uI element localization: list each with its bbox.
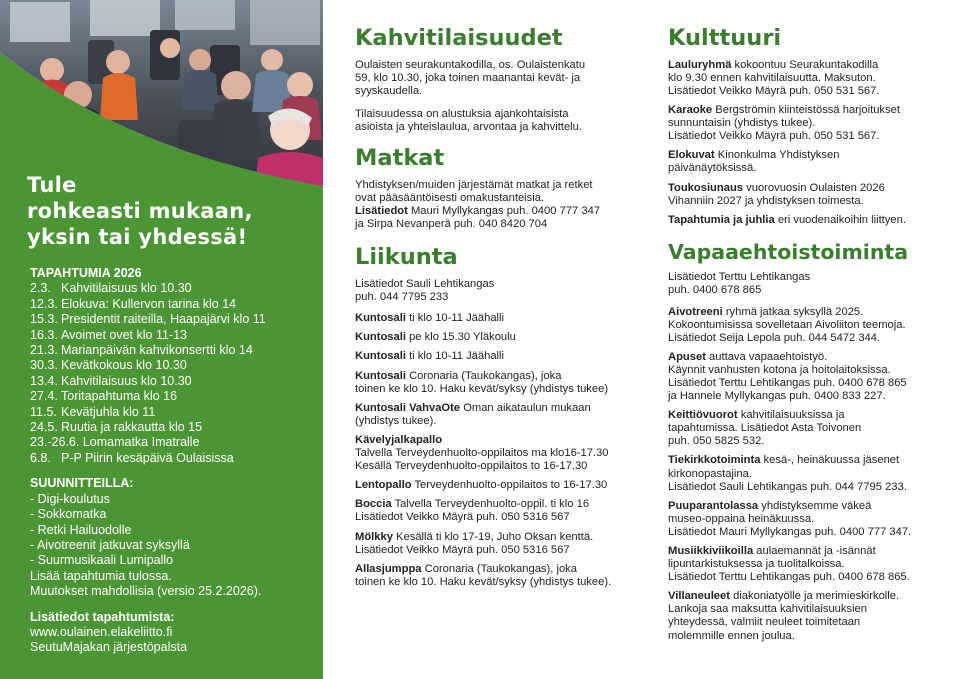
item-label: Villaneuleet [668, 590, 730, 603]
item-text: ti klo 10-11 Jäähalli [409, 312, 505, 325]
event-date: 24.5. [30, 420, 58, 435]
event-item [30, 435, 266, 450]
event-date: 15.3. [30, 312, 58, 327]
item-text: diakoniatyölle ja merimieskirkolle. [733, 590, 900, 603]
text-line: Vihanniin 2027 ja yhdistyksen toimesta. [668, 194, 864, 207]
event-item [30, 405, 266, 420]
liikunta-intro [355, 278, 655, 304]
activity-item [668, 214, 943, 227]
text-line: Lisätiedot Veikko Mäyrä puh. 050 531 567. [668, 84, 880, 97]
activity-item [355, 331, 655, 344]
event-date: 13.4. [30, 373, 58, 388]
text-line: tapahtumissa. Lisätiedot Asta Toivonen [668, 422, 862, 435]
activity-item [355, 498, 655, 524]
event-item [30, 374, 266, 389]
text-line: Talvella Terveydenhuolto-oppilaitos ma klo16-17.30 [355, 447, 609, 460]
kahvi-paragraph [355, 108, 655, 134]
item-text: Bergströmin kiinteistössä harjoitukset [715, 104, 900, 117]
text-line [668, 545, 943, 558]
tagline [27, 172, 253, 250]
activity-item [668, 149, 943, 175]
item-label: Kuntosali [355, 369, 406, 382]
activity-item [668, 306, 943, 345]
activity-item [668, 182, 943, 208]
text-line [355, 312, 655, 325]
item-label: Tiekirkkotoiminta [668, 454, 761, 467]
item-label: Mölkky [355, 530, 393, 543]
event-text: Kahvitilaisuus klo 10.30 [61, 373, 192, 388]
activity-item [668, 545, 943, 584]
text-line: molemmille ennen joulua. [668, 629, 795, 642]
text-line: Lisätiedot Veikko Mäyrä puh. 050 5316 567 [355, 511, 570, 524]
item-label: Elokuvat [668, 149, 715, 162]
text-line: Lisätiedot Terttu Lehtikangas puh. 0400 678 865. [668, 571, 910, 584]
activity-item [355, 370, 655, 396]
text-line: Lisätiedot Terttu Lehtikangas [668, 271, 811, 284]
liikunta-items [355, 312, 655, 589]
event-text: Lomamatka Imatralle [82, 435, 200, 450]
event-text: Avoimet ovet klo 11-13 [61, 327, 187, 342]
text-line: Yhdistyksen/muiden järjestämät matkat ja retket [355, 178, 593, 191]
activity-item [668, 59, 943, 98]
event-date: 6.8. [30, 450, 51, 465]
text-line [355, 370, 655, 383]
text-line: syyskaudella. [355, 84, 423, 97]
text-line: sunnuntaisin (yhdistys tukee). [668, 117, 816, 130]
text-line: puh. 050 5825 532. [668, 435, 765, 448]
section-title-vapaa: Vapaaehtoistoiminta [668, 239, 909, 264]
text-line: (yhdistys tukee). [355, 414, 437, 427]
event-date: 27.4. [30, 389, 58, 404]
item-label: Kuntosali VahvaOte [355, 401, 461, 414]
tagline-line: Tule [27, 173, 77, 197]
text-line: yhteydessä, valmiit neuleet toimitetaan [668, 616, 861, 629]
text-line: Kesällä Terveydenhuolto-oppilaitos to 16-17.30 [355, 460, 588, 473]
text-line [668, 500, 943, 513]
event-text: Marianpäivän kahvikonsertti klo 14 [61, 343, 253, 358]
vapaa-items [668, 306, 943, 643]
more-info-title: Lisätiedot tapahtumista: [30, 609, 175, 624]
planned-item: - Aivotreenit jatkuvat syksyllä [30, 537, 190, 552]
text-line [668, 104, 943, 117]
text-line: Lisätiedot Sauli Lehtikangas puh. 044 7795 233. [668, 480, 907, 493]
website-link[interactable]: www.oulainen.elakeliitto.fi [30, 624, 173, 639]
text-line: toinen ke klo 10. Haku kevät/syksy (yhdistys tukee) [355, 382, 609, 395]
text-line: 59, klo 10.30, joka toinen maanantai kevät- ja [355, 71, 581, 84]
item-label: Keittiövuorot [668, 409, 738, 422]
item-label: Kuntosali [355, 350, 406, 363]
activity-item [355, 312, 655, 325]
item-text: kokoontuu Seurakuntakodilla [734, 58, 879, 71]
text-line: kirkonopastajina. [668, 467, 752, 480]
event-text: Ruutia ja rakkautta klo 15 [61, 420, 203, 435]
event-text: Toritapahtuma klo 16 [61, 389, 178, 404]
event-text: Kevätjuhla klo 11 [61, 404, 156, 419]
kahvi-paragraph [355, 59, 655, 98]
event-text: P-P Piirin kesäpäivä Oulaisissa [61, 450, 234, 465]
events-title: TAPAHTUMIA 2026 [30, 266, 142, 280]
item-label: Apuset [668, 350, 706, 363]
planned-item: - Suurmusikaali Lumipallo [30, 553, 174, 568]
text-line: ovat pääsääntöisesti omakustanteisia. [355, 192, 545, 205]
text-line [668, 409, 943, 422]
text-line: lipuntarkistuksessa ja tuolitalkoissa. [668, 558, 845, 571]
text-line: Lisätiedot Seija Lepola puh. 044 5472 344. [668, 331, 881, 344]
event-text: Kahvitilaisuus klo 10.30 [61, 281, 192, 296]
right-column [668, 26, 943, 649]
text-line: puh. 0400 678 865 [668, 284, 762, 297]
event-item [30, 420, 266, 435]
tagline-line: yksin tai yhdessä! [27, 225, 248, 249]
middle-column [355, 26, 655, 595]
item-label: Boccia [355, 498, 392, 511]
item-label: Lisätiedot [355, 205, 408, 218]
text-line: Lisätiedot Sauli Lehtikangas [355, 278, 495, 291]
text-line: päivänäytöksissä. [668, 162, 757, 175]
item-label: Kuntosali [355, 312, 406, 325]
event-date: 16.3. [30, 327, 58, 342]
activity-item [668, 409, 943, 448]
text-line: Lisätiedot Terttu Lehtikangas puh. 0400 678 865 [668, 376, 907, 389]
item-text: Terveydenhuolto-oppilaitos to 16-17.30 [414, 479, 608, 492]
section-title-kahvi: Kahvitilaisuudet [355, 25, 563, 51]
text-line [355, 331, 655, 344]
activity-item [355, 563, 655, 589]
item-text: vuorovuosin Oulaisten 2026 [746, 181, 885, 194]
item-text: Kesällä ti klo 17-19, Juho Oksan kenttä. [396, 530, 594, 543]
item-label: Lauluryhmä [668, 58, 732, 71]
text-line: Lisätiedot Mauri Myllykangas puh. 0400 777 347. [668, 525, 912, 538]
item-text: ti klo 10-11 Jäähalli [409, 350, 505, 363]
item-label: Allasjumppa [355, 562, 422, 575]
item-label: Puuparantolassa [668, 499, 759, 512]
item-label: Aivotreeni [668, 305, 723, 318]
activity-item [355, 434, 655, 473]
item-text: auttava vapaaehtoistyö. [709, 350, 828, 363]
item-text: Coronaria (Taukokangas), joka [424, 562, 577, 575]
text-line [355, 205, 655, 218]
left-panel [0, 0, 323, 679]
item-text: Oman aikataulun mukaan [463, 401, 591, 414]
event-item [30, 312, 266, 327]
text-line: toinen ke klo 10. Haku kevät/syksy (yhdistys tukee). [355, 575, 612, 588]
events-note: Lisää tapahtumia tulossa. [30, 568, 172, 583]
event-text: Kevätkokous klo 10.30 [61, 358, 187, 373]
item-text: Kinonkulma Yhdistyksen [717, 149, 840, 162]
vapaa-intro [668, 271, 943, 297]
text-line [668, 351, 943, 364]
activity-item [355, 402, 655, 428]
item-text: yhdistyksemme väkeä [761, 499, 872, 512]
text-line: ja Sirpa Nevanperä puh. 040 8420 704 [355, 218, 548, 231]
text-line: Lisätiedot Veikko Mäyrä puh. 050 531 567. [668, 130, 880, 143]
activity-item [668, 104, 943, 143]
event-date: 11.5. [30, 404, 57, 419]
text-line [355, 531, 655, 544]
section-title-matkat: Matkat [355, 145, 445, 172]
item-text: eri vuodenaikoihin liittyen. [777, 213, 906, 226]
text-line: ja Hannele Myllykangas puh. 0400 833 227. [668, 390, 886, 403]
planned-item: - Digi-koulutus [30, 491, 110, 506]
text-line [355, 434, 655, 447]
item-text: Coronaria (Taukokangas), joka [409, 369, 562, 382]
section-title-kulttuuri: Kulttuuri [668, 25, 782, 51]
item-text: kesä-, heinäkuussa jäsenet [763, 454, 900, 467]
item-text: kahvitilaisuuksissa ja [740, 409, 845, 422]
text-line [355, 498, 655, 511]
event-item [30, 358, 266, 373]
text-line [668, 149, 943, 162]
activity-item [355, 531, 655, 557]
item-label: Toukosiunaus [668, 181, 744, 194]
bus-passengers-photo [0, 0, 323, 200]
event-item [30, 389, 266, 404]
event-item [30, 297, 266, 312]
item-label: Kuntosali [355, 331, 406, 344]
text-line: Lisätiedot Veikko Mäyrä puh. 050 5316 567 [355, 543, 570, 556]
text-line [355, 402, 655, 415]
text-line: Kokoontumisissa sovelletaan Aivoliiton teemoja. [668, 318, 906, 331]
item-label: Kävelyjalkapallo [355, 433, 443, 446]
item-label: Lentopallo [355, 479, 412, 492]
event-item [30, 281, 266, 296]
item-text: ryhmä jatkaa syksyllä 2025. [725, 305, 864, 318]
activity-item [668, 351, 943, 403]
kulttuuri-items [668, 59, 943, 227]
item-text: pe klo 15.30 Yläkoulu [409, 331, 516, 344]
text-line [355, 563, 655, 576]
item-label: Musiikkiviikoilla [668, 545, 754, 558]
activity-item [668, 454, 943, 493]
activity-item [355, 350, 655, 363]
event-item [30, 451, 266, 466]
text-line [355, 479, 655, 492]
planned-item: - Sokkomatka [30, 507, 107, 522]
planned-title: SUUNNITTEILLA: [30, 476, 134, 491]
event-date: 21.3. [30, 343, 58, 358]
event-item [30, 343, 266, 358]
activity-item [355, 479, 655, 492]
text-line: asioista ja yhteislaulua, arvontaa ja kahvittelu. [355, 121, 582, 134]
event-text: Elokuva: Kullervon tarina klo 14 [61, 296, 237, 311]
more-info-source: SeutuMajakan järjestöpalsta [30, 640, 188, 655]
text-line [668, 59, 943, 72]
item-text: aulaemannät ja -isännät [756, 545, 876, 558]
text-line: Oulaisten seurakuntakodilla, os. Oulaistenkatu [355, 58, 586, 71]
event-item [30, 328, 266, 343]
tagline-line: rohkeasti mukaan, [27, 199, 253, 223]
text-line: Käynnit vanhusten kotona ja hoitolaitoksissa. [668, 363, 891, 376]
event-date: 30.3. [30, 358, 58, 373]
activity-item [668, 500, 943, 539]
item-label: Karaoke [668, 104, 713, 117]
planned-item: - Retki Hailuodolle [30, 522, 132, 537]
item-label: Tapahtumia ja juhlia [668, 213, 775, 226]
text-line: puh. 044 7795 233 [355, 291, 449, 304]
matkat-paragraph [355, 179, 655, 231]
item-text: Mauri Myllykangas puh. 0400 777 347 [410, 205, 601, 218]
item-text: Talvella Terveydenhuolto-oppil. ti klo 16 [394, 498, 590, 511]
text-line: museo-oppaina heinäkuussa. [668, 512, 815, 525]
text-line: Lankoja saa maksutta kahvitilaisuuksien [668, 603, 867, 616]
text-line: Tilaisuudessa on alustuksia ajankohtaisista [355, 108, 569, 121]
text-line: klo 9.30 ennen kahvitilaisuutta. Maksuton. [668, 71, 876, 84]
section-title-liikunta: Liikunta [355, 244, 458, 271]
text-line [668, 182, 943, 195]
text-line [668, 214, 943, 227]
events-note: Muutokset mahdollisia (versio 25.2.2026). [30, 584, 262, 599]
text-line [355, 350, 655, 363]
event-date: 2.3. [30, 281, 51, 296]
event-text: Presidentit raiteilla, Haapajärvi klo 11 [61, 312, 266, 327]
event-date: 12.3. [30, 296, 58, 311]
events-list [30, 266, 266, 656]
text-line [668, 306, 943, 319]
text-line [668, 590, 943, 603]
event-date: 23.-26.6. [30, 435, 80, 450]
text-line [668, 454, 943, 467]
activity-item [668, 590, 943, 642]
